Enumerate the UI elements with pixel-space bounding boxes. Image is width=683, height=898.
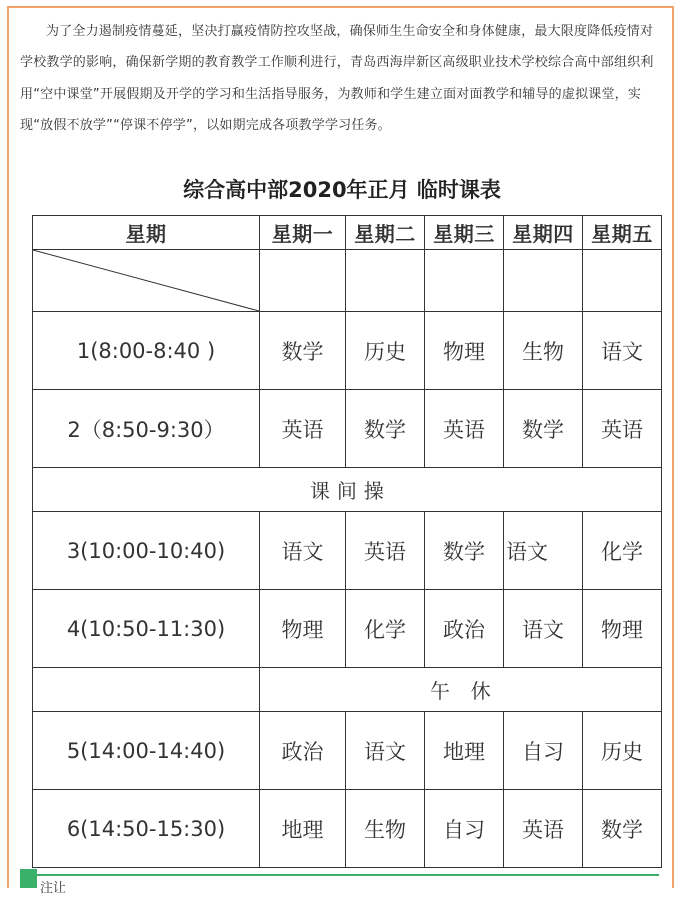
table-row [33, 390, 662, 468]
lunch-row [33, 668, 662, 712]
subject-cell: 地理 [425, 712, 504, 790]
period-time: 2（8:50-9:30） [33, 390, 260, 468]
subject-cell: 物理 [425, 312, 504, 390]
subject-cell: 数学 [504, 390, 583, 468]
schedule-image [20, 168, 664, 876]
blank-row [33, 250, 662, 312]
diagonal-line [33, 250, 259, 311]
blank-cell [260, 250, 346, 312]
subject-cell: 自习 [504, 712, 583, 790]
header-thursday: 星期四 [504, 216, 583, 250]
header-weekday-label: 星期 [33, 216, 260, 250]
subject-cell: 数学 [346, 390, 425, 468]
break-label: 课 间 操 [33, 468, 662, 512]
header-friday: 星期五 [583, 216, 662, 250]
subject-cell: 语文 [583, 312, 662, 390]
subject-cell: 语文 [346, 712, 425, 790]
diagonal-cell [33, 250, 260, 312]
subject-cell: 历史 [346, 312, 425, 390]
period-time: 3(10:00-10:40) [33, 512, 260, 590]
subject-cell: 数学 [425, 512, 504, 590]
blank-cell [583, 250, 662, 312]
break-row [33, 468, 662, 512]
cut-off-text: 注让 [40, 881, 67, 896]
table-row [33, 712, 662, 790]
section-marker [20, 869, 37, 888]
subject-cell: 自习 [425, 790, 504, 868]
header-row [33, 216, 662, 250]
subject-cell: 语文 [504, 512, 583, 590]
subject-cell: 英语 [583, 390, 662, 468]
subject-cell: 生物 [346, 790, 425, 868]
schedule-table [32, 215, 662, 868]
subject-cell: 政治 [425, 590, 504, 668]
subject-cell: 物理 [260, 590, 346, 668]
subject-cell: 数学 [583, 790, 662, 868]
subject-cell: 化学 [583, 512, 662, 590]
subject-cell: 政治 [260, 712, 346, 790]
subject-cell: 语文 [504, 590, 583, 668]
subject-cell: 英语 [260, 390, 346, 468]
subject-cell: 数学 [260, 312, 346, 390]
intro-paragraph: 为了全力遏制疫情蔓延，坚决打赢疫情防控攻坚战，确保师生生命安全和身体健康，最大限度降低疫情对学校教学的影响，确保新学期的教育教学工作顺利进行，青岛西海岸新区高级职业技术学校综合高中部组织利用“空中课堂”开展假期及开学的学习和生活指导服务，为教师和学生建立面对面教学和辅导的虚拟课堂，实现“放假不放学”“停课不停学”，以如期完成各项教学学习任务。 [20, 24, 654, 133]
table-row [33, 312, 662, 390]
header-monday: 星期一 [260, 216, 346, 250]
subject-cell: 生物 [504, 312, 583, 390]
period-time: 1(8:00-8:40 ) [33, 312, 260, 390]
header-tuesday: 星期二 [346, 216, 425, 250]
period-time: 4(10:50-11:30) [33, 590, 260, 668]
subject-cell: 物理 [583, 590, 662, 668]
subject-cell: 化学 [346, 590, 425, 668]
subject-cell: 地理 [260, 790, 346, 868]
table-row [33, 790, 662, 868]
period-time: 5(14:00-14:40) [33, 712, 260, 790]
period-time: 6(14:50-15:30) [33, 790, 260, 868]
subject-cell: 历史 [583, 712, 662, 790]
blank-cell [425, 250, 504, 312]
subject-cell: 英语 [504, 790, 583, 868]
table-row [33, 512, 662, 590]
schedule-title: 综合高中部2020年正月 临时课表 [183, 178, 501, 202]
subject-cell: 语文 [260, 512, 346, 590]
subject-cell: 英语 [425, 390, 504, 468]
table-row [33, 590, 662, 668]
blank-cell [346, 250, 425, 312]
section-divider [37, 874, 659, 876]
header-wednesday: 星期三 [425, 216, 504, 250]
lunch-blank-cell [33, 668, 260, 712]
lunch-label: 午 休 [260, 668, 662, 712]
blank-cell [504, 250, 583, 312]
subject-cell: 英语 [346, 512, 425, 590]
